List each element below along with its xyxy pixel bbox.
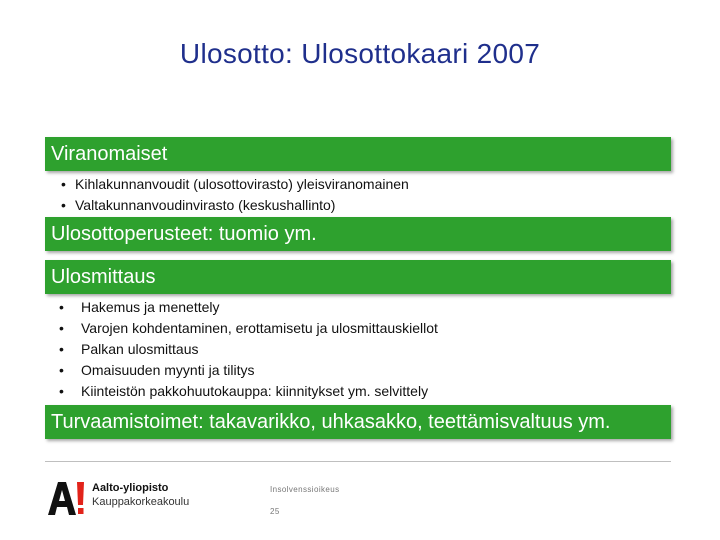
ulosmittaus-list bbox=[59, 297, 438, 402]
slide-title: Ulosotto: Ulosottokaari 2007 bbox=[179, 38, 541, 69]
logo-line1: Aalto-yliopisto bbox=[92, 482, 169, 494]
footer-divider bbox=[45, 461, 671, 462]
aalto-logo bbox=[46, 480, 196, 518]
list-item: • Kiinteistön pakkohuutokauppa: kiinnitykset ym. selvittely bbox=[59, 381, 438, 402]
page-number: 25 bbox=[270, 507, 280, 516]
list-item: • Valtakunnanvoudinvirasto (keskushallinto) bbox=[61, 195, 409, 216]
list-item: • Palkan ulosmittaus bbox=[59, 339, 438, 360]
aalto-logo-icon bbox=[46, 480, 86, 516]
viranomaiset-list bbox=[61, 174, 409, 216]
section-bar-viranomaiset: Viranomaiset bbox=[45, 137, 671, 171]
course-name: Insolvenssioikeus bbox=[270, 485, 340, 494]
list-item: • Varojen kohdentaminen, erottamisetu ja ulosmittauskiellot bbox=[59, 318, 438, 339]
list-item: • Omaisuuden myynti ja tilitys bbox=[59, 360, 438, 381]
section-bar-turvaamistoimet: Turvaamistoimet: takavarikko, uhkasakko, teettämisvaltuus ym. bbox=[45, 405, 671, 439]
logo-line2: Kauppakorkeakoulu bbox=[92, 496, 190, 508]
section-bar-ulosottoperusteet: Ulosottoperusteet: tuomio ym. bbox=[45, 217, 671, 251]
list-item: • Hakemus ja menettely bbox=[59, 297, 438, 318]
section-bar-ulosmittaus: Ulosmittaus bbox=[45, 260, 671, 294]
list-item: • Kihlakunnanvoudit (ulosottovirasto) yleisviranomainen bbox=[61, 174, 409, 195]
